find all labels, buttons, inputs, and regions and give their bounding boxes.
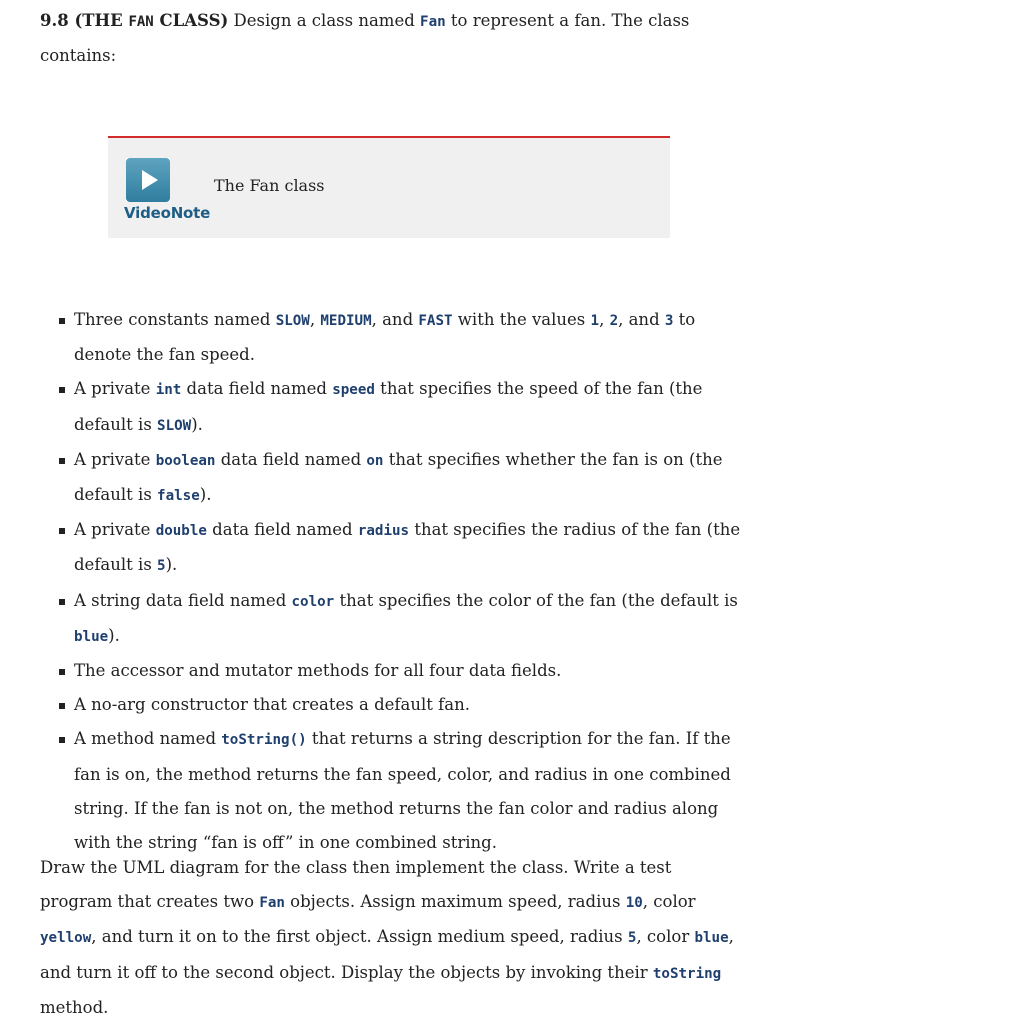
list-item: A no-arg constructor that creates a default fan.	[74, 688, 754, 722]
list-item: The accessor and mutator methods for all four data fields.	[74, 654, 754, 688]
exercise-heading: 9.8 (THE FAN CLASS) Design a class named Fan to represent a fan. The class contains:	[40, 11, 690, 65]
videonote-badge	[126, 158, 170, 202]
videonote-label: VideoNote	[124, 204, 211, 222]
videonote-logo[interactable]	[122, 156, 210, 226]
exercise-number: 9.8 (THE FAN CLASS)	[40, 11, 229, 30]
heading-class-word: FAN	[128, 14, 154, 30]
play-icon[interactable]	[126, 158, 170, 202]
field-radius: radius	[357, 523, 410, 540]
const-fast: FAST	[418, 313, 453, 329]
class-name-code: Fan	[420, 14, 446, 30]
list-item: A method named toString() that returns a string description for the fan. If the fan is on, the method returns the fan speed, color, and radius in one combined string. If the fan is not on, the method returns the fan color and radius along with the string “fan is off” in one combined string.	[74, 722, 754, 860]
requirements-list	[74, 303, 754, 860]
closing-paragraph: Draw the UML diagram for the class then implement the class. Write a test program that creates two Fan objects. Assign maximum speed, radius 10, color yellow, and turn it on to the first object. Assign medium speed, radius 5, color blue, and turn it off to the second object. Display the objects by invoking their toString method.	[40, 858, 734, 1017]
field-color: color	[291, 593, 335, 610]
videonote-box[interactable]	[108, 136, 670, 238]
const-slow: SLOW	[275, 313, 310, 329]
list-item: A private int data field named speed that specifies the speed of the fan (the default is SLOW).	[74, 372, 754, 442]
const-medium: MEDIUM	[320, 313, 372, 329]
list-item: Three constants named SLOW, MEDIUM, and FAST with the values 1, 2, and 3 to denote the fan speed.	[74, 303, 754, 372]
videonote-title[interactable]: The Fan class	[214, 176, 325, 195]
field-speed: speed	[332, 382, 375, 399]
list-item: A private double data field named radius that specifies the radius of the fan (the default is 5).	[74, 513, 754, 583]
list-item: A string data field named color that specifies the color of the fan (the default is blue).	[74, 584, 754, 654]
field-on: on	[366, 452, 384, 469]
method-tostring: toString()	[221, 732, 307, 749]
list-item: A private boolean data field named on that specifies whether the fan is on (the default is false).	[74, 443, 754, 513]
